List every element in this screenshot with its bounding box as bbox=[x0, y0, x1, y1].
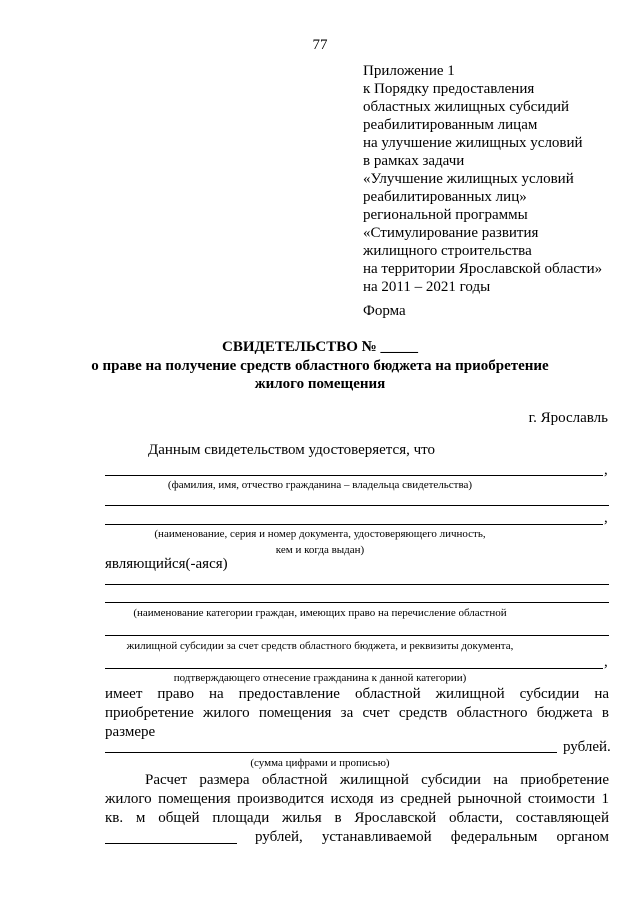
rubles-label: рублей. bbox=[563, 739, 611, 755]
sum-line bbox=[105, 752, 557, 753]
appendix-line: жилищного строительства bbox=[363, 243, 532, 259]
fio-line bbox=[105, 475, 603, 476]
appendix-line: региональной программы bbox=[363, 207, 528, 223]
comma: , bbox=[604, 510, 608, 526]
caption-document: (наименование, серия и номер документа, удостоверяющего личность, bbox=[154, 528, 486, 540]
appendix-line: «Стимулирование развития bbox=[363, 225, 539, 241]
document-subtitle-line: о праве на получение средств областного бюджета на приобретение bbox=[91, 358, 549, 374]
comma: , bbox=[604, 654, 608, 670]
right-text-line: приобретение жилого помещения за счет средств областного бюджета в bbox=[105, 705, 609, 721]
right-text-line: имеет право на предоставление областной жилищной субсидии на bbox=[105, 686, 609, 702]
category-line bbox=[105, 584, 609, 585]
form-label: Форма bbox=[363, 303, 406, 319]
appendix-line: на 2011 – 2021 годы bbox=[363, 279, 491, 295]
appendix-line: к Порядку предоставления bbox=[363, 81, 535, 97]
category-line bbox=[105, 668, 603, 669]
price-line bbox=[105, 843, 237, 844]
appendix-line: на улучшение жилищных условий bbox=[363, 135, 583, 151]
calc-text-line: кв. м общей площади жилья в Ярославской области, составляющей bbox=[105, 810, 609, 826]
comma: , bbox=[604, 462, 608, 478]
right-text-line: размере bbox=[105, 724, 156, 740]
document-line bbox=[105, 505, 609, 506]
appendix-line: областных жилищных субсидий bbox=[363, 99, 570, 115]
caption-document: кем и когда выдан) bbox=[275, 544, 365, 556]
category-line bbox=[105, 602, 609, 603]
appendix-line: реабилитированным лицам bbox=[363, 117, 538, 133]
appendix-block bbox=[363, 62, 602, 296]
appendix-line: в рамках задачи bbox=[363, 153, 465, 169]
appendix-line: «Улучшение жилищных условий bbox=[363, 171, 574, 187]
appendix-line: на территории Ярославской области» bbox=[363, 261, 603, 277]
document-title: СВИДЕТЕЛЬСТВО № _____ bbox=[222, 339, 418, 355]
caption-category: жилищной субсидии за счет средств областного бюджета, и реквизиты документа, bbox=[126, 640, 514, 652]
caption-sum: (сумма цифрами и прописью) bbox=[250, 757, 390, 769]
calc-text-line: рублей, устанавливаемой федеральным органом bbox=[255, 829, 609, 845]
calc-text-line: Расчет размера областной жилищной субсидии на приобретение bbox=[145, 772, 609, 788]
caption-category: (наименование категории граждан, имеющих право на перечисление областной bbox=[133, 607, 507, 619]
page-number: 77 bbox=[312, 37, 328, 53]
calc-text-line: жилого помещения производится исходя из средней рыночной стоимости 1 bbox=[105, 791, 609, 807]
caption-fio: (фамилия, имя, отчество гражданина – владельца свидетельства) bbox=[167, 479, 473, 491]
caption-category: подтверждающего отнесение гражданина к данной категории) bbox=[173, 672, 467, 684]
appendix-line: Приложение 1 bbox=[363, 63, 455, 79]
appendix-line: реабилитированных лиц» bbox=[363, 189, 527, 205]
city: г. Ярославль bbox=[528, 410, 608, 426]
intro-text: Данным свидетельством удостоверяется, что bbox=[148, 442, 435, 458]
category-line bbox=[105, 635, 609, 636]
being-label: являющийся(-аяся) bbox=[105, 556, 228, 572]
document-subtitle-line: жилого помещения bbox=[254, 376, 386, 392]
document-line bbox=[105, 524, 603, 525]
